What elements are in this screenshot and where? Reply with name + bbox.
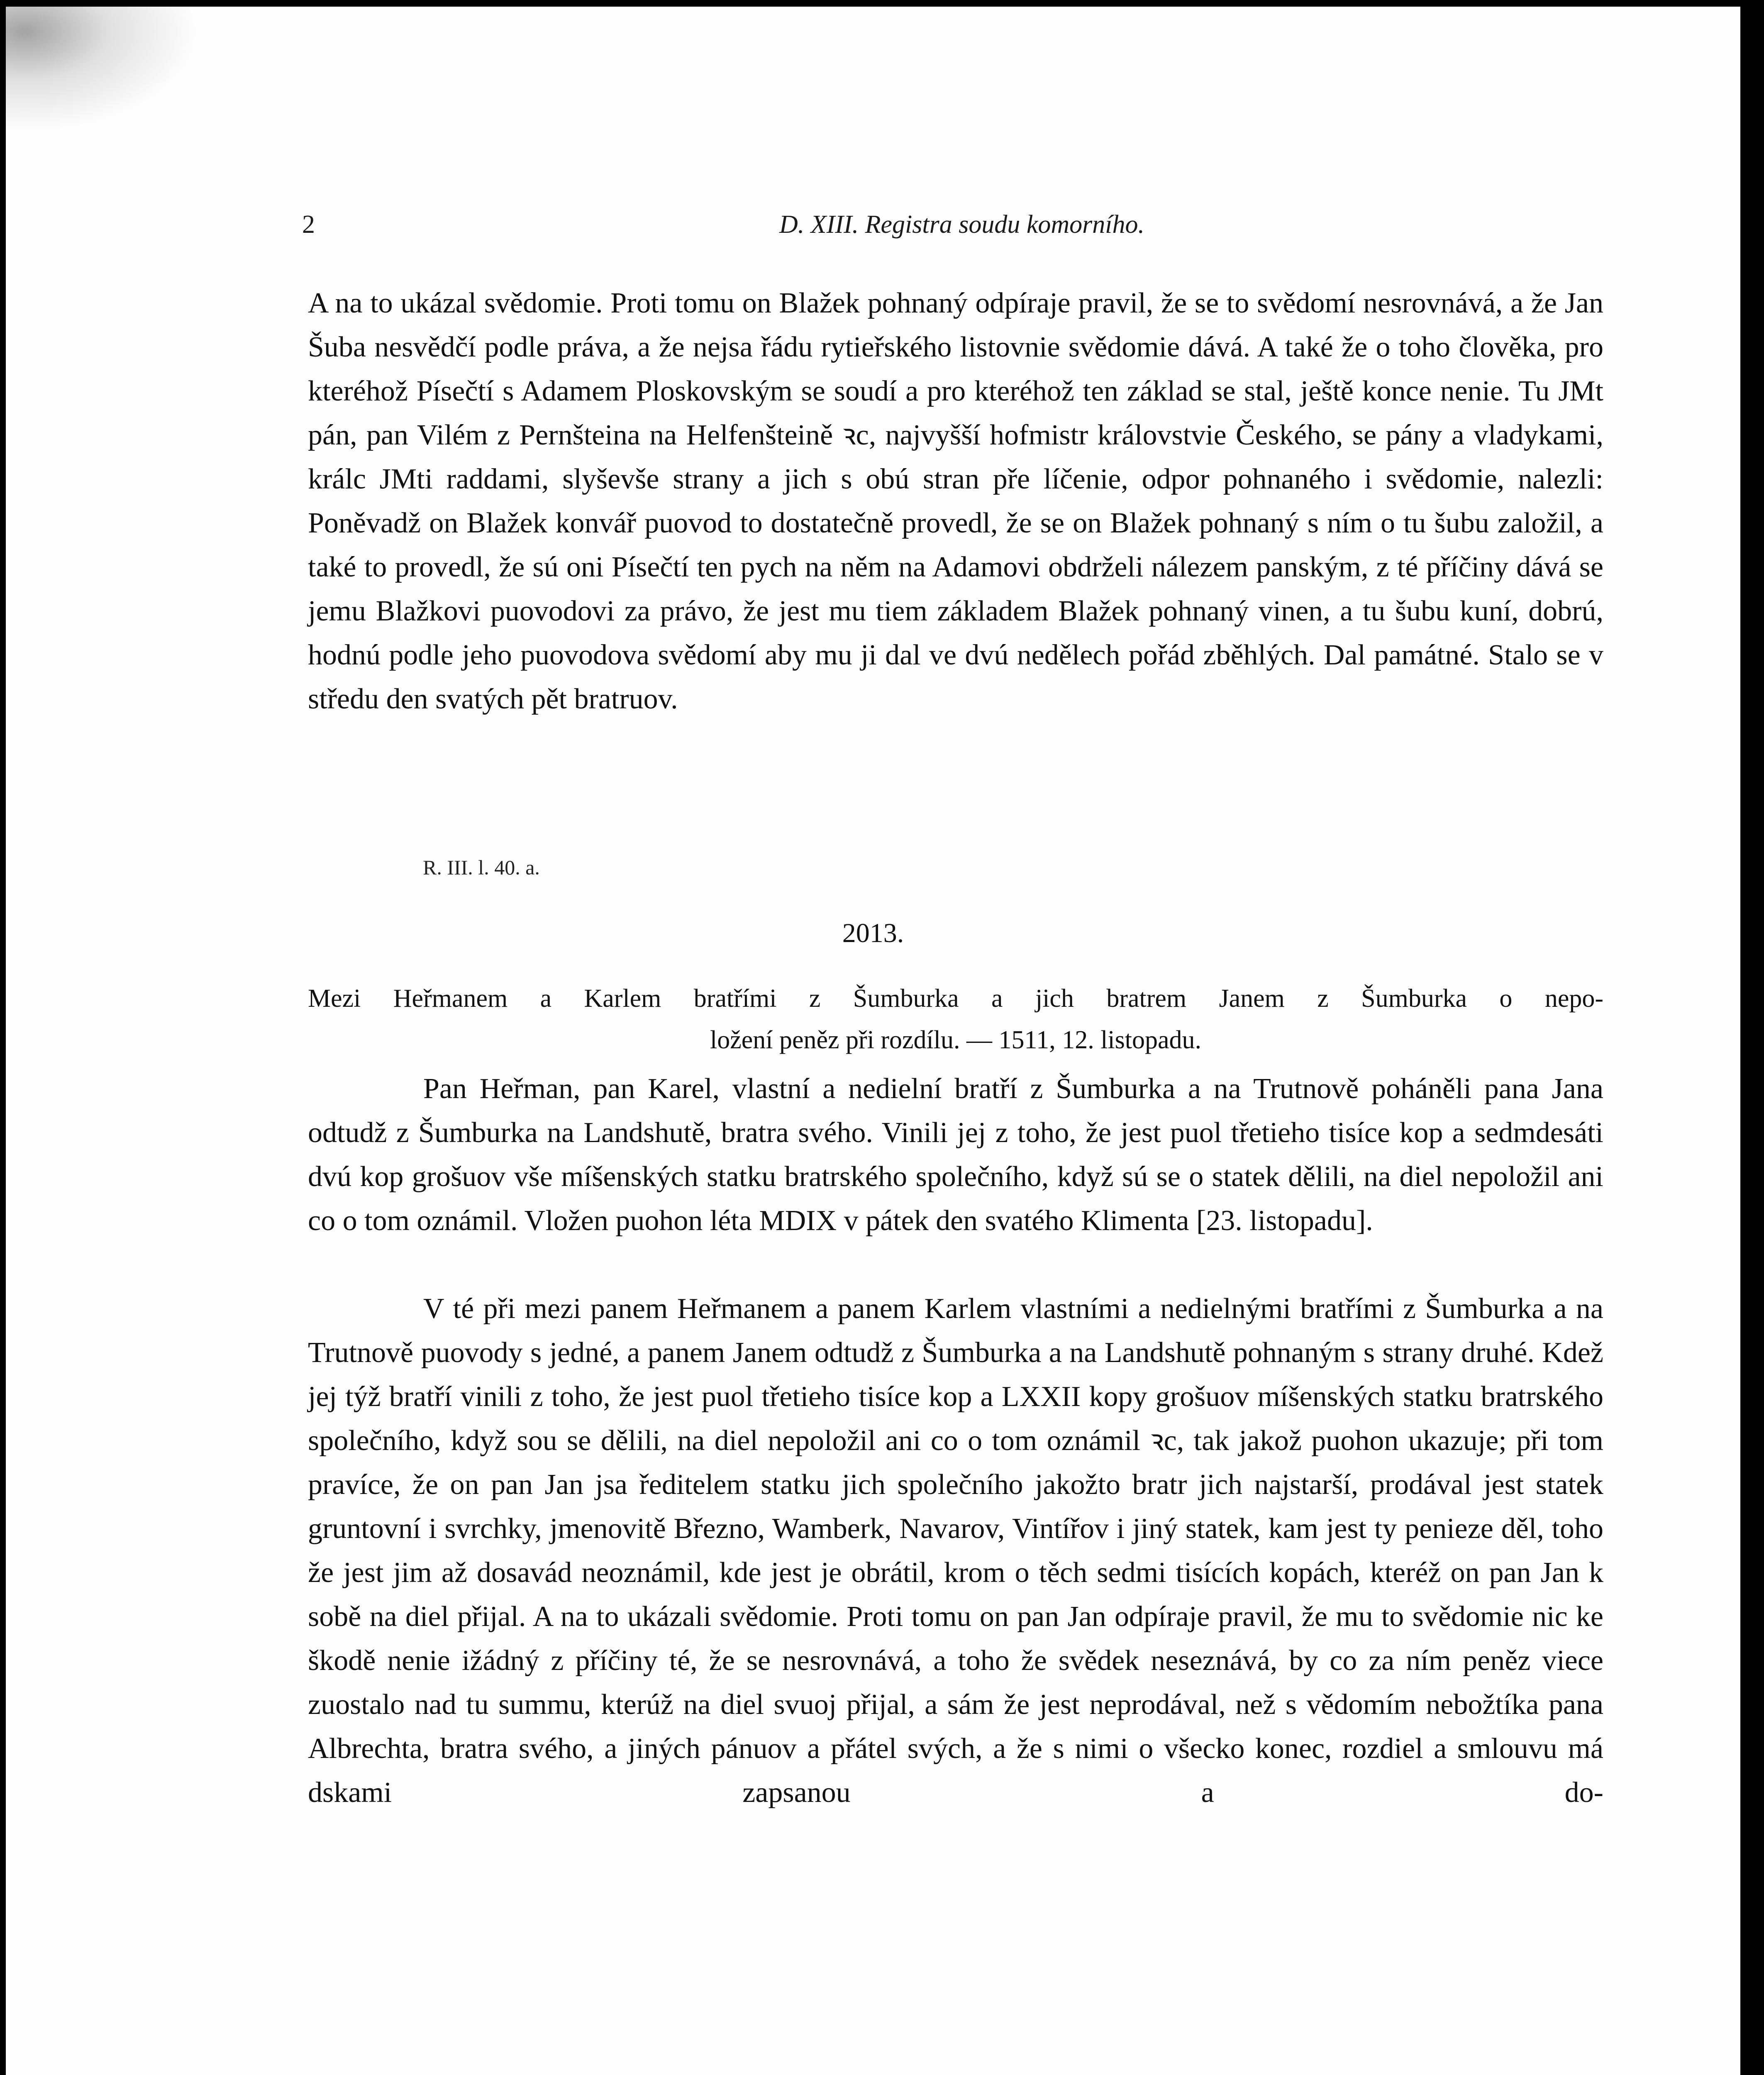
paragraph: V té při mezi panem Heřmanem a panem Karlem vlastními a nedielnými bratřími z Šumburka a na Trutnově puovody s jedné, a panem Janem odtudž z Šumburka a na Landshutě pohnaným s strany druhé. Kdež jej týž bratří vinili z toho, že jest puol třetieho tisíce kop a LXXII kopy grošuov míšenských statku bratrského společního, když sou se dělili, na diel nepoložil ani co o tom oznámil ꝛc, tak jakož puohon ukazuje; při tom pravíce, že on pan Jan jsa ředitelem statku jich společního jakožto bratr jich najstarší, prodával jest statek gruntovní i svrchky, jmenovitě Březno, Wamberk, Navarov, Vintířov i jiný statek, kam jest ty penieze děl, toho že jest jim až dosavád neoznámil, kde jest je obrátil, krom o těch sedmi tisících kopách, kteréž on pan Jan k sobě na diel přijal. A na to ukázali svědomie. Proti tomu on pan Jan odpíraje pravil, že mu to svědomie nic ke škodě nenie ižádný z příčiny té, že se nesrovnává, a toho že svědek neseznává, by co za ním peněz viece zuostalo nad tu summu, kterúž na diel svuoj přijal, a sám že jest neprodával, než s vědomím nebožtíka pana Albrechta, bratra svého, a jiných pánuov a přátel svých, a že s nimi o všecko konec, rozdiel a smlouvu má dskami zapsanou a do- <box>308 1293 1603 1809</box>
scan-smudge <box>6 7 197 131</box>
running-title: D. XIII. Registra soudu komorního. <box>779 210 1144 239</box>
page-header <box>302 210 1622 243</box>
paragraph-continuation: A na to ukázal svědomie. Proti tomu on Blažek pohnaný odpíraje pravil, že se to svědomí nesrovnává, a že Jan Šuba nesvědčí podle práva, a že nejsa řádu rytieřského listovnie svědomie dává. A také že o toho člověka, pro kteréhož Písečtí s Adamem Ploskovským se soudí a pro kteréhož ten základ se stal, ještě konce nenie. Tu JMt pán, pan Vilém z Pernšteina na Helfenšteině ꝛc, najvyšší hofmistr královstvie Českého, se pány a vladykami, králc JMti raddami, slyševše strany a jich s obú stran pře líčenie, odpor pohnaného i svědomie, nalezli: Poněvadž on Blažek konvář puovod to dostatečně provedl, že se on Blažek pohnaný s ním o tu šubu založil, a také to provedl, že sú oni Písečtí ten pych na něm na Adamovi obdrželi nálezem panským, z té příčiny dává se jemu Blažkovi puovodovi za právo, že jest mu tiem základem Blažek pohnaný vinen, a tu šubu kuní, dobrú, hodnú podle jeho puovodova svědomí aby mu ji dal ve dvú nedělech pořád zběhlých. Dal památné. Stalo se v středu den svatých pět bratruov. <box>308 287 1603 715</box>
regest-line: Mezi Heřmanem a Karlem bratřími z Šumburka a jich bratrem Janem z Šumburka o nepo- <box>308 984 1603 1013</box>
page-number: 2 <box>302 210 315 239</box>
source-reference: R. III. l. 40. a. <box>423 856 540 879</box>
document-number: 2013. <box>842 918 904 948</box>
document-regest <box>308 978 1603 1061</box>
paragraph: Pan Heřman, pan Karel, vlastní a nedielní bratří z Šumburka a na Trutnově poháněli pana Jana odtudž z Šumburka na Landshutě, bratra svého. Vinili jej z toho, že jest puol třetieho tisíce kop a sedmdesáti dvú kop grošuov vše míšenských statku bratrského společního, když sú se o statek dělili, na diel nepoložil ani co o tom oznámil. Vložen puohon léta MDIX v pátek den svatého Klimenta [23. listopadu]. <box>308 1073 1603 1237</box>
regest-line: ložení peněz při rozdílu. — 1511, 12. listopadu. <box>710 1026 1202 1054</box>
book-page <box>6 7 1740 2075</box>
